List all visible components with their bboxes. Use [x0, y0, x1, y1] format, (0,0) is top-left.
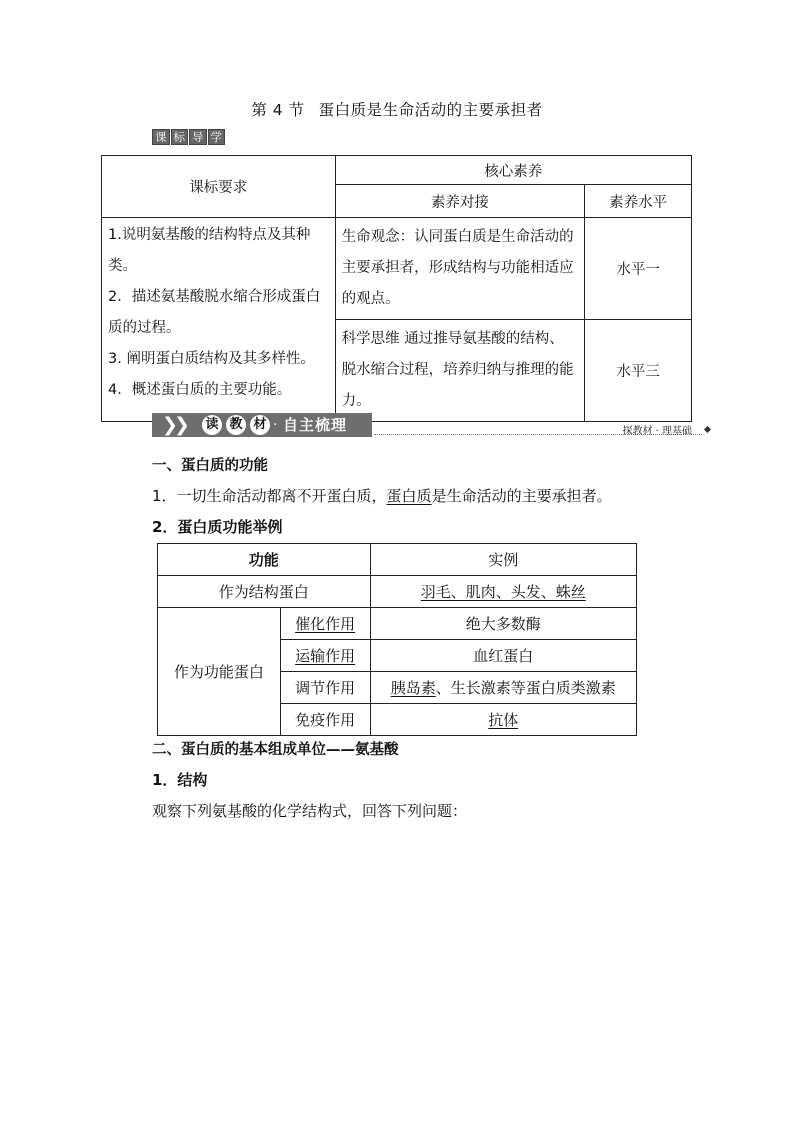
example-cell: 血红蛋白 [370, 640, 636, 672]
requirements-header: 课标要求 [102, 156, 336, 218]
level-cell: 水平一 [585, 218, 692, 320]
banner-label: 自主梳理 [283, 416, 348, 434]
page-title [0, 98, 794, 120]
literacy-text: 科学思维 通过推导氨基酸的结构、脱水缩合过程，培养归纳与推理的能力。 [341, 331, 574, 409]
role-cell [280, 640, 370, 672]
requirement-item: 1.说明氨基酸的结构特点及其种类。 [108, 227, 311, 274]
text-run: 是生命活动的主要承担者。 [431, 487, 612, 505]
functional-protein-label: 作为功能蛋白 [158, 608, 281, 736]
section-heading: 二、蛋白质的基本组成单位——氨基酸 [152, 742, 399, 758]
literacy-text: 生命观念：认同蛋白质是生命活动的主要承担者，形成结构与功能相适应的观点。 [341, 229, 574, 307]
section-title: 蛋白质是生命活动的主要承担者 [318, 101, 543, 119]
example-cell [370, 704, 636, 736]
example-cell [370, 672, 636, 704]
section-number: 第 4 节 [251, 101, 305, 119]
subheading: 2．蛋白质功能举例 [152, 518, 283, 536]
literacy-cell [335, 320, 585, 422]
literacy-cell [335, 218, 585, 320]
example-cell: 绝大多数酶 [370, 608, 636, 640]
underlined-answer: 抗体 [488, 711, 519, 729]
banner-dot: · [273, 417, 278, 433]
chevron-right-icon: ❯ [174, 414, 190, 436]
banner-char: 材 [250, 415, 270, 435]
curriculum-guide-badge [152, 129, 225, 145]
requirement-item: 2．描述氨基酸脱水缩合形成蛋白质的过程。 [108, 289, 321, 336]
badge-char: 标 [171, 129, 189, 145]
structural-protein-label: 作为结构蛋白 [158, 576, 371, 608]
requirement-item: 3. 阐明蛋白质结构及其多样性。 [108, 351, 315, 367]
requirement-item: 4．概述蛋白质的主要功能。 [108, 382, 292, 398]
function-table [157, 543, 637, 736]
example-header: 实例 [370, 544, 636, 576]
banner-right-text: 探教材 · 理基础 [622, 426, 692, 437]
requirements-cell [102, 218, 336, 422]
underlined-answer: 胰岛素 [390, 679, 436, 697]
section-heading: 一、蛋白质的功能 [152, 458, 268, 474]
paragraph [152, 485, 612, 506]
underlined-answer: 蛋白质 [386, 487, 432, 505]
text-run: 1．一切生命活动都离不开蛋白质， [152, 487, 387, 505]
example-cell [370, 576, 636, 608]
level-cell: 水平三 [585, 320, 692, 422]
function-header: 功能 [158, 544, 371, 576]
badge-char: 学 [208, 129, 226, 145]
level-subheader: 素养水平 [585, 185, 692, 218]
text-run: 、生长激素等蛋白质类激素 [435, 679, 616, 697]
role-cell [280, 608, 370, 640]
banner-char: 读 [202, 415, 222, 435]
core-literacy-header: 核心素养 [335, 156, 691, 185]
standards-table [101, 155, 692, 422]
literacy-subheader: 素养对接 [335, 185, 585, 218]
banner-char: 教 [226, 415, 246, 435]
underlined-answer: 催化作用 [295, 615, 356, 633]
diamond-icon [704, 426, 711, 433]
chevron-right-icon: ❯ [162, 414, 178, 436]
role-cell: 调节作用 [280, 672, 370, 704]
role-cell: 免疫作用 [280, 704, 370, 736]
paragraph: 观察下列氨基酸的化学结构式，回答下列问题： [152, 802, 468, 820]
underlined-answer: 羽毛、肌肉、头发、蛛丝 [420, 583, 586, 601]
underlined-answer: 运输作用 [295, 647, 356, 665]
badge-char: 课 [152, 129, 170, 145]
badge-char: 导 [189, 129, 207, 145]
section-banner [152, 413, 712, 437]
subheading: 1．结构 [152, 771, 208, 789]
